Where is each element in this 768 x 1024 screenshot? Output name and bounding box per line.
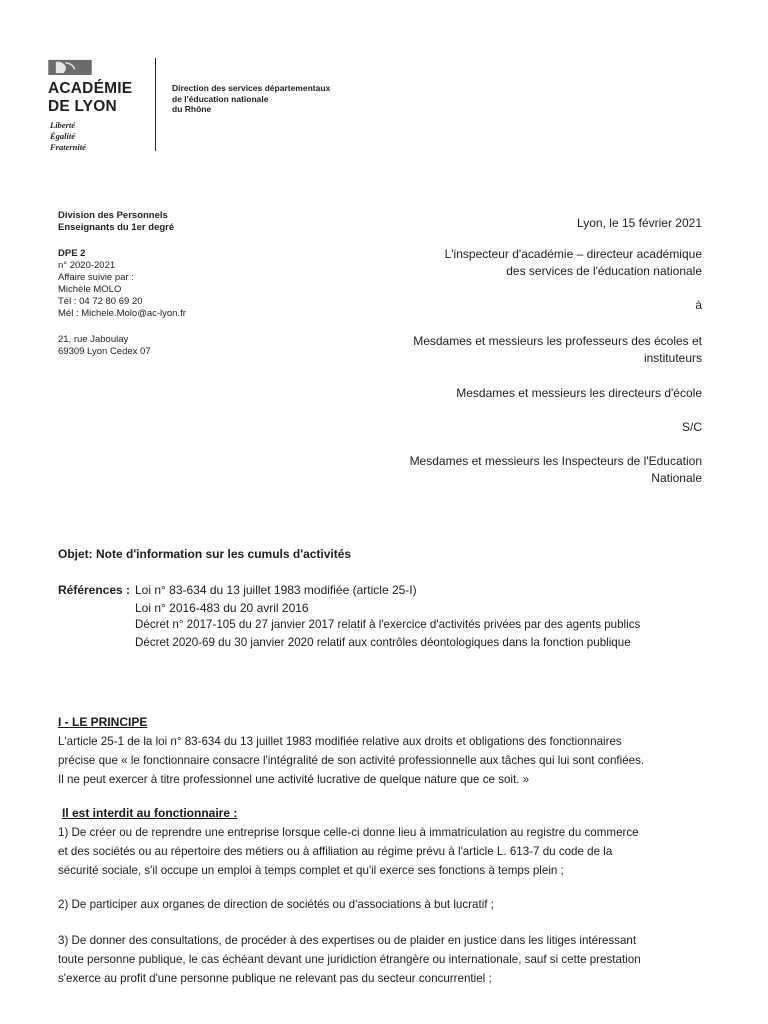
paragraph-line: L'article 25-1 de la loi n° 83-634 du 13 juillet 1983 modifiée relative aux droits et obligations des fonctionnaires bbox=[58, 735, 622, 748]
paragraph-line: s'exerce au profit d'une personne publique ne relevant pas du secteur concurrentiel ; bbox=[58, 972, 492, 985]
paragraph-line: 3) De donner des consultations, de procéder à des expertises ou de plaider en justice dans les litiges intéressant bbox=[58, 934, 637, 947]
item1-paragraph bbox=[58, 823, 639, 880]
sender-title-line1: L'inspecteur d'académie – directeur académique bbox=[444, 247, 702, 261]
recipient1-line1: Mesdames et messieurs les professeurs des écoles et bbox=[413, 334, 702, 348]
reference-item: Décret 2020-69 du 30 janvier 2020 relatif aux contrôles déontologiques dans la fonction publique bbox=[135, 636, 631, 649]
item2-line: 2) De participer aux organes de direction de sociétés ou d'associations à but lucratif ; bbox=[58, 898, 494, 911]
section-title: I - LE PRINCIPE bbox=[58, 715, 148, 729]
recipient3-line1: Mesdames et messieurs les Inspecteurs de l'Education bbox=[409, 454, 702, 468]
paragraph-line: 1) De créer ou de reprendre une entreprise lorsque celle-ci donne lieu à immatriculation au registre du commerce bbox=[58, 826, 639, 839]
telephone: Tél : 04 72 80 69 20 bbox=[58, 296, 143, 307]
direction-line: de l'éducation nationale bbox=[172, 93, 269, 104]
motto-egalite: Égalité bbox=[50, 131, 76, 141]
dpe-label: DPE 2 bbox=[58, 248, 86, 259]
recipient1-line2: instituteurs bbox=[643, 351, 702, 365]
objet-line: Objet: Note d'information sur les cumuls d'activités bbox=[58, 547, 352, 561]
to-word: à bbox=[695, 298, 702, 312]
direction-line: du Rhône bbox=[172, 104, 212, 114]
recipient3-line2: Nationale bbox=[651, 471, 702, 485]
interdit-title: Il est interdit au fonctionnaire : bbox=[62, 806, 238, 820]
division-line2: Enseignants du 1er degré bbox=[58, 222, 175, 233]
agent-name: Michèle MOLO bbox=[58, 284, 122, 295]
item3-paragraph bbox=[58, 931, 641, 988]
reference-item: Décret n° 2017-105 du 27 janvier 2017 relatif à l'exercice d'activités privées par des agents publics bbox=[135, 618, 641, 631]
motto-liberte: Liberté bbox=[50, 120, 76, 130]
logo-title-line2: DE LYON bbox=[48, 98, 117, 115]
sender-title-line2: des services de l'éducation nationale bbox=[506, 264, 702, 278]
letter-date: Lyon, le 15 février 2021 bbox=[577, 216, 702, 230]
direction-block bbox=[172, 83, 330, 115]
references-label: Références : bbox=[58, 583, 131, 597]
paragraph-line: toute personne publique, le cas échéant devant une juridiction étrangère ou internationale, sauf si cette prestation bbox=[58, 953, 641, 966]
email: Mél : Michele.Molo@ac-lyon.fr bbox=[58, 308, 186, 319]
address-line2: 69309 Lyon Cedex 07 bbox=[58, 346, 151, 357]
sc-label: S/C bbox=[681, 420, 702, 434]
reference-item: Loi n° 2016-483 du 20 avril 2016 bbox=[135, 601, 309, 615]
direction-line: Direction des services départementaux bbox=[172, 83, 331, 93]
reference-item: Loi n° 83-634 du 13 juillet 1983 modifiée (article 25-I) bbox=[135, 583, 417, 597]
paragraph-line: sécurité sociale, s'il occupe un emploi à temps complet et qu'il exerce ses fonctions à temps plein ; bbox=[58, 864, 564, 877]
header-divider bbox=[155, 58, 156, 151]
logo-title-line1: ACADÉMIE bbox=[48, 80, 133, 97]
paragraph-line: Il ne peut exercer à titre professionnel une activité lucrative de quelque nature que ce soit. » bbox=[58, 773, 530, 786]
marianne-logo-icon bbox=[48, 58, 92, 75]
paragraph-line: et des sociétés ou au répertoire des métiers ou à affiliation au régime prévu à l'article L. 613-7 du code de la bbox=[58, 845, 613, 858]
paragraph-line: précise que « le fonctionnaire consacre l'intégralité de son activité professionnelle aux tâches qui lui sont confiées. bbox=[58, 754, 645, 767]
division-line1: Division des Personnels bbox=[58, 210, 168, 221]
affaire-label: Affaire suivie par : bbox=[58, 272, 134, 283]
recipient2: Mesdames et messieurs les directeurs d'école bbox=[456, 386, 702, 400]
address-line1: 21, rue Jaboulay bbox=[58, 334, 129, 345]
motto-fraternite: Fraternité bbox=[50, 142, 86, 152]
principle-paragraph bbox=[58, 732, 708, 789]
reference-number: n° 2020-2021 bbox=[58, 260, 116, 271]
